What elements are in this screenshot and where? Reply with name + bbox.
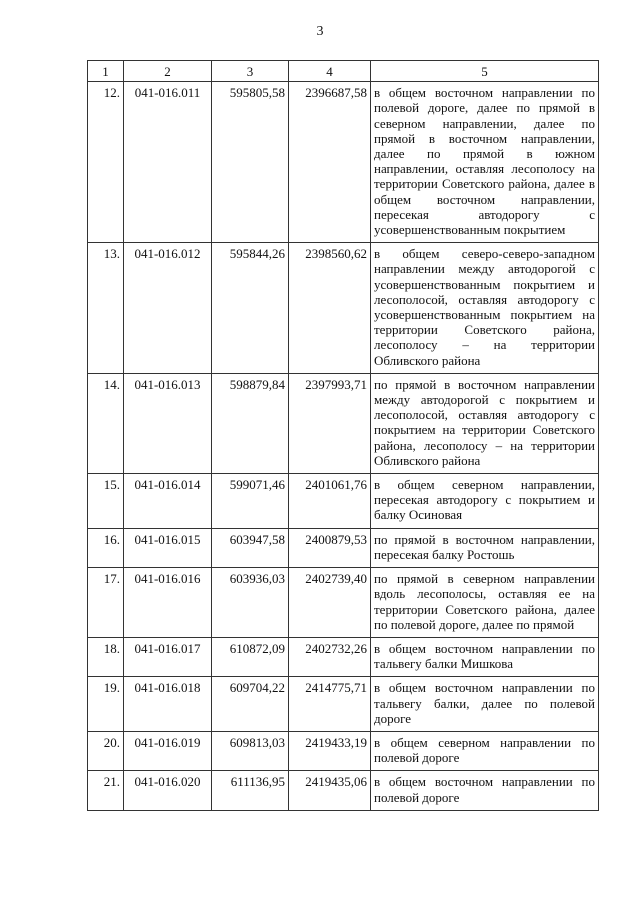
- boundary-description: по прямой в восточном направлении, пересекая балку Ростошь: [371, 528, 599, 567]
- y-coordinate: 2398560,62: [289, 243, 371, 374]
- point-code: 041-016.018: [124, 677, 212, 732]
- table-row: [88, 82, 599, 243]
- table-body: [88, 82, 599, 811]
- x-coordinate: 598879,84: [212, 373, 289, 473]
- row-number: 13.: [88, 243, 124, 374]
- page-number: 3: [316, 24, 324, 39]
- row-number: 21.: [88, 771, 124, 810]
- row-number: 20.: [88, 731, 124, 770]
- row-number: 14.: [88, 373, 124, 473]
- row-number: 17.: [88, 568, 124, 638]
- point-code: 041-016.019: [124, 731, 212, 770]
- x-coordinate: 609704,22: [212, 677, 289, 732]
- table-header: [88, 61, 599, 82]
- x-coordinate: 610872,09: [212, 637, 289, 676]
- y-coordinate: 2419433,19: [289, 731, 371, 770]
- y-coordinate: 2397993,71: [289, 373, 371, 473]
- header-row: [88, 61, 599, 82]
- column-header-1: 1: [88, 61, 124, 82]
- y-coordinate: 2401061,76: [289, 474, 371, 529]
- boundary-description: по прямой в восточном направлении между автодорогой с покрытием и лесополосой, оставляя автодорогу с покрытием на территории Советского района, лесополосу – на территории Обливского района: [371, 373, 599, 473]
- boundary-description: в общем восточном направлении по полевой дороге: [371, 771, 599, 810]
- point-code: 041-016.013: [124, 373, 212, 473]
- table-row: [88, 771, 599, 810]
- row-number: 12.: [88, 82, 124, 243]
- boundary-description: в общем восточном направлении по тальвегу балки, далее по полевой дороге: [371, 677, 599, 732]
- boundary-points-table: [87, 60, 599, 811]
- column-header-5: 5: [371, 61, 599, 82]
- table-row: [88, 731, 599, 770]
- boundary-description: в общем северном направлении по полевой дороге: [371, 731, 599, 770]
- boundary-description: в общем северном направлении, пересекая автодорогу с покрытием и балку Осиновая: [371, 474, 599, 529]
- column-header-2: 2: [124, 61, 212, 82]
- point-code: 041-016.011: [124, 82, 212, 243]
- y-coordinate: 2419435,06: [289, 771, 371, 810]
- row-number: 19.: [88, 677, 124, 732]
- row-number: 16.: [88, 528, 124, 567]
- x-coordinate: 603936,03: [212, 568, 289, 638]
- x-coordinate: 611136,95: [212, 771, 289, 810]
- point-code: 041-016.015: [124, 528, 212, 567]
- row-number: 15.: [88, 474, 124, 529]
- boundary-description: по прямой в северном направлении вдоль лесополосы, оставляя ее на территории Советского района, далее по полевой дороге, далее по прямой: [371, 568, 599, 638]
- column-header-4: 4: [289, 61, 371, 82]
- table-row: [88, 528, 599, 567]
- x-coordinate: 599071,46: [212, 474, 289, 529]
- y-coordinate: 2396687,58: [289, 82, 371, 243]
- y-coordinate: 2414775,71: [289, 677, 371, 732]
- point-code: 041-016.016: [124, 568, 212, 638]
- y-coordinate: 2402732,26: [289, 637, 371, 676]
- y-coordinate: 2402739,40: [289, 568, 371, 638]
- x-coordinate: 609813,03: [212, 731, 289, 770]
- table-row: [88, 637, 599, 676]
- y-coordinate: 2400879,53: [289, 528, 371, 567]
- boundary-description: в общем северо-северо-западном направлении между автодорогой с усовершенствованным покрытием и лесополосой, оставляя автодорогу с усовершенствованным покрытием на территории Советского района, лесополосу – на территории Обливского района: [371, 243, 599, 374]
- table-row: [88, 373, 599, 473]
- boundary-description: в общем восточном направлении по тальвегу балки Мишкова: [371, 637, 599, 676]
- table-row: [88, 677, 599, 732]
- point-code: 041-016.014: [124, 474, 212, 529]
- x-coordinate: 595844,26: [212, 243, 289, 374]
- point-code: 041-016.020: [124, 771, 212, 810]
- point-code: 041-016.017: [124, 637, 212, 676]
- column-header-3: 3: [212, 61, 289, 82]
- table-row: [88, 568, 599, 638]
- table-row: [88, 474, 599, 529]
- row-number: 18.: [88, 637, 124, 676]
- x-coordinate: 603947,58: [212, 528, 289, 567]
- x-coordinate: 595805,58: [212, 82, 289, 243]
- table-row: [88, 243, 599, 374]
- point-code: 041-016.012: [124, 243, 212, 374]
- boundary-description: в общем восточном направлении по полевой дороге, далее по прямой в северном направлении, далее по прямой в восточном направлении, далее по прямой в южном направлении, оставляя лесополосу на территории Советского района, далее в общем восточном направлении, пересекая автодорогу с усовершенствованным покрытием: [371, 82, 599, 243]
